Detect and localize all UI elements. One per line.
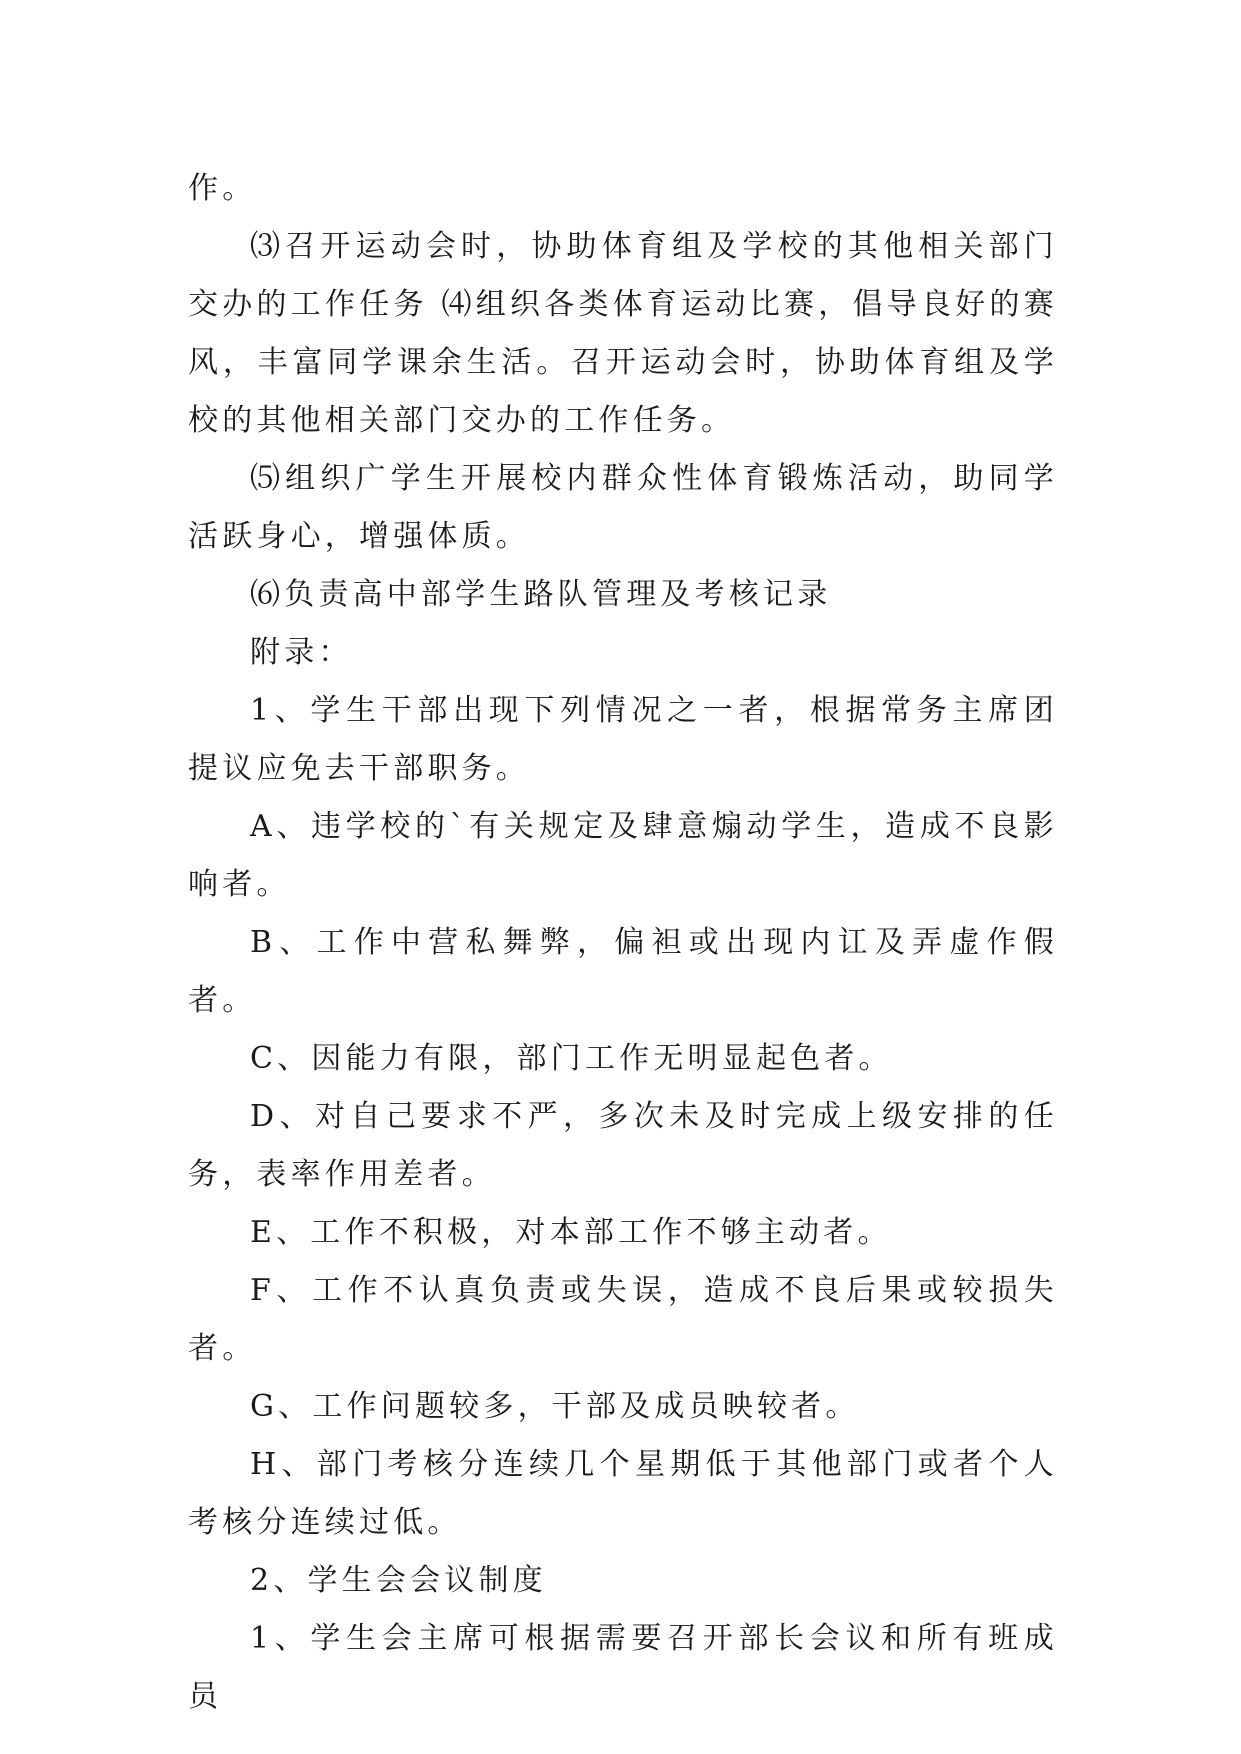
rule-item-f: F、工作不认真负责或失误，造成不良后果或较损失者。 <box>188 1273 1058 1366</box>
section-heading-meeting-system: 2、学生会会议制度 <box>250 1563 547 1598</box>
meeting-rule-1: 1、学生会主席可根据需要召开部长会议和所有班成员 <box>188 1621 1058 1714</box>
rule-item-c: C、因能力有限，部门工作无明显起色者。 <box>250 1041 893 1076</box>
rule-item-d: D、对自己要求不严，多次未及时完成上级安排的任务，表率作用差者。 <box>188 1099 1058 1192</box>
rule-item-e: E、工作不积极，对本部工作不够主动者。 <box>250 1215 892 1250</box>
document-body <box>188 160 1058 1726</box>
paragraph-item-3-4: ⑶召开运动会时，协助体育组及学校的其他相关部门交办的工作任务 ⑷组织各类体育运动比赛，倡导良好的赛风，丰富同学课余生活。召开运动会时，协助体育组及学校的其他相关部门交办的工作任务。 <box>188 229 1058 438</box>
paragraph-continuation: 作。 <box>188 171 257 206</box>
rule-item-h: H、部门考核分连续几个星期低于其他部门或者个人考核分连续过低。 <box>188 1447 1058 1540</box>
paragraph-item-6: ⑹负责高中部学生路队管理及考核记录 <box>250 577 832 612</box>
appendix-rule-1: 1、学生干部出现下列情况之一者，根据常务主席团提议应免去干部职务。 <box>188 693 1058 786</box>
paragraph-item-5: ⑸组织广学生开展校内群众性体育锻炼活动，助同学活跃身心，增强体质。 <box>188 461 1058 554</box>
appendix-heading: 附录： <box>250 635 353 670</box>
rule-item-g: G、工作问题较多，干部及成员映较者。 <box>250 1389 860 1424</box>
rule-item-b: B、工作中营私舞弊，偏袒或出现内讧及弄虚作假者。 <box>188 925 1058 1018</box>
rule-item-a: A、违学校的`有关规定及肆意煽动学生，造成不良影响者。 <box>188 809 1058 902</box>
